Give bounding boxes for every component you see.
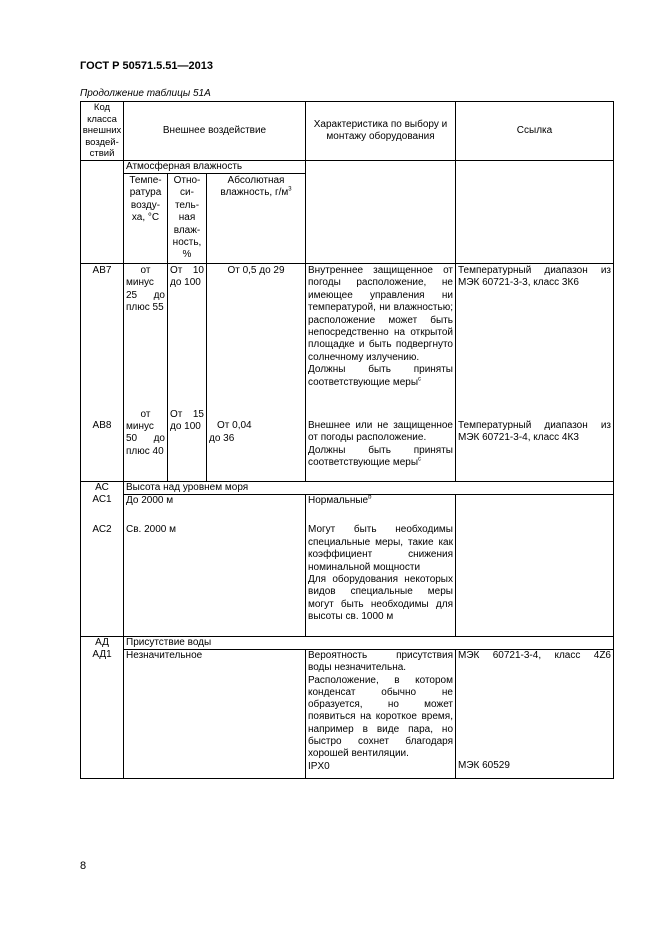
ab-code-cell xyxy=(80,263,124,482)
ab8-abs-line-2: до 36 xyxy=(209,432,235,444)
ab8-temp-line-2: минус xyxy=(126,421,154,433)
ab7-temp-line-3: 25 до xyxy=(126,289,165,301)
ac-title: Высота над уровнем моря xyxy=(123,481,614,495)
ab-relative-cell xyxy=(167,263,207,482)
ab-temperature-cell xyxy=(123,263,168,482)
ac1-char-text: Нормальные xyxy=(308,495,369,506)
ab7-reference: Температурный диапазон из МЭК 60721-3-3, класс 3К6 xyxy=(458,265,611,289)
ad-title: Присутствие воды xyxy=(123,636,614,650)
ab7-characteristic xyxy=(308,265,453,420)
ac-code: АС xyxy=(95,482,109,493)
ad1-characteristic-cell xyxy=(305,649,456,779)
absolute-humidity-subheader xyxy=(206,173,306,264)
ab8-temp-line-1: от xyxy=(140,408,151,420)
ac1-impact: До 2000 м xyxy=(126,495,174,506)
ad-code: АД xyxy=(95,637,109,648)
ab8-rel-line-2: до 100 xyxy=(170,421,201,433)
column-header-reference: Ссылка xyxy=(455,101,614,161)
ad1-reference: МЭК 60721-3-4, класс 4Z6 xyxy=(458,650,611,661)
ac-impact-cell xyxy=(123,494,306,637)
humidity-ref-cell xyxy=(455,160,614,264)
ab7-rel-line-2: до 100 xyxy=(170,277,201,289)
ab8-code: АВ8 xyxy=(92,420,112,432)
ab8-char-measures: Должны быть приняты соответствующие меры xyxy=(308,444,453,469)
ab8-characteristic xyxy=(308,420,453,470)
ac2-impact: Св. 2000 м xyxy=(126,524,176,536)
column-header-code: Код класса внешних воздей-ствий xyxy=(80,101,124,161)
ac1-code: АС1 xyxy=(92,494,112,506)
humidity-char-cell xyxy=(305,160,456,264)
ab8-abs-line-1: От 0,04 xyxy=(217,420,252,432)
ab7-char-measures: Должны быть приняты соответствующие меры xyxy=(308,364,453,388)
ab7-char-text: Внутреннее защищенное от погоды расположение, не имеющее управления ни температурой, ни влажностью; расположение может быть непосредственно на открытой площадке и быть подвергнуто солнечному излучению. xyxy=(308,265,453,363)
ab-absolute-cell xyxy=(206,263,306,482)
ab7-code: АВ7 xyxy=(92,265,112,276)
ab8-char-sup: с xyxy=(418,456,422,463)
humidity-code-cell xyxy=(80,160,124,264)
ab8-temp-line-3: 50 до xyxy=(126,433,165,445)
ad1-reference-cell xyxy=(455,649,614,779)
page-number: 8 xyxy=(80,860,87,872)
column-header-characteristic: Характеристика по выбору и монтажу оборудования xyxy=(305,101,456,161)
ad-code-cell xyxy=(80,636,124,779)
ab7-temp-line-1: от xyxy=(140,265,151,276)
ab7-char-sup: с xyxy=(418,376,422,383)
temperature-subheader: Темпе-ратура возду-ха, °С xyxy=(123,173,168,264)
ac2-code: АС2 xyxy=(92,523,112,535)
ab-characteristic-cell xyxy=(305,263,456,482)
ab8-reference: Температурный диапазон из МЭК 60721-3-4, класс 4К3 xyxy=(458,420,611,444)
ab8-rel-line-1: От 15 xyxy=(170,408,204,420)
absolute-humidity-label: Абсолютная влажность, г/м xyxy=(220,175,289,199)
column-header-impact: Внешнее воздействие xyxy=(123,101,306,161)
ac-reference-cell xyxy=(455,494,614,637)
ac2-char-text-2: Для оборудования некоторых видов специальные меры могут быть необходимы для высоты св. 1000 м xyxy=(308,574,453,623)
ad1-impact: Незначительное xyxy=(123,649,306,779)
ab8-char-text: Внешнее или не защищенное от погоды расположение. xyxy=(308,420,453,444)
humidity-title: Атмосферная влажность xyxy=(123,160,306,174)
ac-characteristic-cell xyxy=(305,494,456,637)
ab-reference-cell xyxy=(455,263,614,482)
ab7-temp-line-2: минус xyxy=(126,277,154,289)
ab7-temp-line-4: плюс 55 xyxy=(126,302,164,314)
ad1-char-ip-code: IPX0 xyxy=(308,760,330,772)
ac1-characteristic xyxy=(308,495,453,507)
ab7-rel-line-1: От 10 xyxy=(170,265,204,276)
absolute-humidity-unit-sup: 3 xyxy=(288,187,292,194)
ad1-char-text-2: Расположение, в котором конденсат обычно не образуется, но может появиться на короткое время, например в виде пара, но быстро сохнет благодаря хорошей вентиляции. xyxy=(308,674,453,760)
table-continuation-caption: Продолжение таблицы 51А xyxy=(80,88,211,99)
ac-code-cell xyxy=(80,481,124,637)
ab8-temp-line-4: плюс 40 xyxy=(126,445,164,457)
document-header: ГОСТ Р 50571.5.51—2013 xyxy=(80,60,214,72)
ad1-code: АД1 xyxy=(92,649,112,661)
ab7-abs: От 0,5 до 29 xyxy=(227,265,285,276)
ad1-char-text: Вероятность присутствия воды незначительна. xyxy=(308,650,453,674)
ad1-reference-2: МЭК 60529 xyxy=(458,760,510,772)
ac1-char-sup: b xyxy=(368,494,372,501)
ac2-char-text: Могут быть необходимы специальные меры, такие как коэффициент снижения номинальной мощности xyxy=(308,524,453,573)
relative-humidity-subheader: Отно-си-тель-ная влаж-ность, % xyxy=(167,173,207,264)
